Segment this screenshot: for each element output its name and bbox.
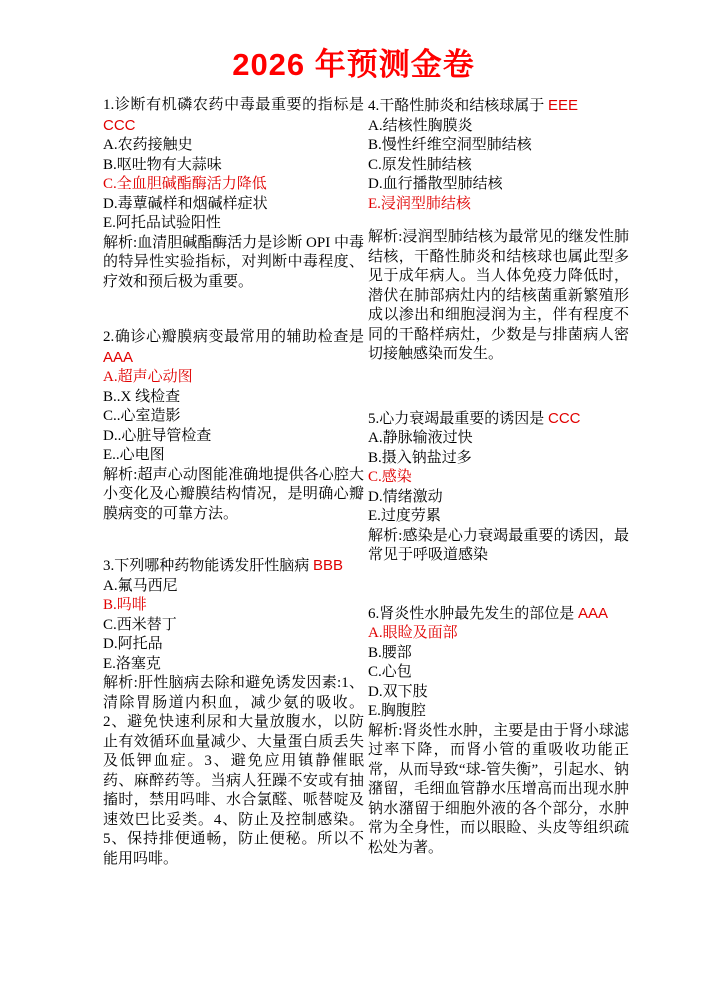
question-5-option-e: E.过度劳累 bbox=[368, 508, 441, 524]
question-4-answer-code: EEE bbox=[548, 97, 579, 114]
column-right bbox=[368, 96, 629, 858]
question-5-answer-code: CCC bbox=[548, 409, 581, 427]
question-2-option-a-correct: A.超声心动图 bbox=[103, 369, 193, 385]
question-5-option-a: A.静脉输液过快 bbox=[368, 430, 473, 446]
question-5-option-b: B.摄入钠盐过多 bbox=[368, 449, 472, 466]
question-1-stem-text: 1.诊断有机磷农药中毒最重要的指标是 bbox=[103, 97, 364, 113]
question-6-option-c: C.心包 bbox=[368, 664, 412, 680]
question-1-option-e: E.阿托品试验阳性 bbox=[103, 215, 221, 231]
question-2-stem-text: 2.确诊心瓣膜病变最常用的辅助检查是 bbox=[103, 329, 364, 345]
question-4-explanation: 解析:浸润型肺结核为最常见的继发性肺结核，干酪性肺炎和结核球也属此型多见于成年病人。当人体免疫力降低时，潜伏在肺部病灶内的结核菌重新繁殖形成以渗出和细胞浸润为主，伴有程度不同的干酪样病灶，少数是与排菌病人密切接触感染而发生。 bbox=[368, 229, 629, 362]
question-1-stem bbox=[103, 96, 364, 136]
question-4-option-d: D.血行播散型肺结核 bbox=[368, 176, 503, 192]
question-6-option-d: D.双下肢 bbox=[368, 683, 428, 700]
question-5-stem-text: 5.心力衰竭最重要的诱因是 bbox=[368, 410, 549, 427]
question-6-option-a-correct: A.眼睑及面部 bbox=[368, 625, 458, 641]
question-3-explanation: 解析:肝性脑病去除和避免诱发因素:1、清除胃肠道内积血，减少氨的吸收。2、避免快速利尿和大量放腹水，以防止有效循环血量减少、大量蛋白质丢失及低钾血症。3、避免应用镇静催眠药、麻醉药等。当病人狂躁不安或有抽搐时，禁用吗啡、水合氯醛、哌替啶及速效巴比妥类。4、防止及控制感染。5、保持排便通畅，防止便秘。所以不能用吗啡。 bbox=[103, 675, 364, 867]
question-6-stem-text: 6.肾炎性水肿最先发生的部位是 bbox=[368, 605, 579, 622]
question-3 bbox=[103, 556, 364, 869]
question-6 bbox=[368, 604, 629, 859]
question-2 bbox=[103, 328, 364, 524]
question-4-option-a: A.结核性胸膜炎 bbox=[368, 117, 473, 134]
question-1 bbox=[103, 96, 364, 292]
column-left bbox=[103, 96, 364, 869]
question-4-stem bbox=[368, 96, 629, 117]
question-1-answer-code: CCC bbox=[103, 116, 136, 134]
question-6-option-b: B.腰部 bbox=[368, 644, 412, 661]
question-4-option-e-correct: E.浸润型肺结核 bbox=[368, 195, 471, 212]
question-3-option-d: D.阿托品 bbox=[103, 636, 163, 652]
question-3-stem-text: 3.下列哪种药物能诱发肝性脑病 bbox=[103, 558, 314, 574]
question-2-answer-code: AAA bbox=[103, 348, 134, 366]
question-3-stem bbox=[103, 556, 364, 577]
question-4-stem-text: 4.干酪性肺炎和结核球属于 bbox=[368, 98, 549, 114]
question-3-answer-code: BBB bbox=[313, 557, 344, 574]
question-5-explanation: 解析:感染是心力衰竭最重要的诱因，最常见于呼吸道感染 bbox=[368, 527, 629, 563]
question-6-option-e: E.胸腹腔 bbox=[368, 703, 426, 719]
question-3-option-b-correct: B.吗啡 bbox=[103, 597, 147, 613]
question-1-option-b: B.呕吐物有大蒜味 bbox=[103, 156, 222, 173]
page-title: 2026 年预测金卷 bbox=[232, 47, 475, 82]
question-4 bbox=[368, 96, 629, 365]
question-1-explanation: 解析:血清胆碱酯酶活力是诊断 OPI 中毒的特异性实验指标，对判断中毒程度、疗效和预后极为重要。 bbox=[103, 234, 364, 290]
question-4-option-c: C.原发性肺结核 bbox=[368, 156, 472, 173]
question-5-option-c-correct: C.感染 bbox=[368, 469, 412, 485]
question-3-option-a: A.氟马西尼 bbox=[103, 577, 178, 594]
question-2-option-d: D..心脏导管检查 bbox=[103, 427, 212, 444]
question-5-stem bbox=[368, 409, 629, 430]
question-1-option-d: D.毒蕈碱样和烟碱样症状 bbox=[103, 195, 268, 212]
question-5-option-d: D.情绪激动 bbox=[368, 488, 443, 505]
question-2-stem bbox=[103, 328, 364, 368]
question-1-option-a: A.农药接触史 bbox=[103, 137, 193, 153]
question-6-stem bbox=[368, 604, 629, 625]
question-2-option-c: C..心室造影 bbox=[103, 408, 181, 424]
question-4-option-b: B.慢性纤维空洞型肺结核 bbox=[368, 137, 532, 153]
question-3-option-e: E.洛塞克 bbox=[103, 655, 161, 672]
question-2-explanation: 解析:超声心动图能准确地提供各心腔大小变化及心瓣膜结构情况，是明确心瓣膜病变的可靠方法。 bbox=[103, 466, 364, 522]
question-3-option-c: C.西米替丁 bbox=[103, 616, 177, 633]
question-2-option-b: B..X 线检查 bbox=[103, 388, 181, 405]
question-2-option-e: E..心电图 bbox=[103, 447, 165, 463]
question-5 bbox=[368, 409, 629, 566]
question-6-answer-code: AAA bbox=[578, 604, 609, 622]
question-1-option-c-correct: C.全血胆碱酯酶活力降低 bbox=[103, 176, 267, 192]
question-6-explanation: 解析:肾炎性水肿，主要是由于肾小球滤过率下降，而肾小管的重吸收功能正常，从而导致“球-管失衡”，引起水、钠潴留，毛细血管静水压增高而出现水肿钠水潴留于细胞外液的各个部分，水肿常为全身性，而以眼睑、头皮等组织疏松处为著。 bbox=[368, 722, 629, 856]
